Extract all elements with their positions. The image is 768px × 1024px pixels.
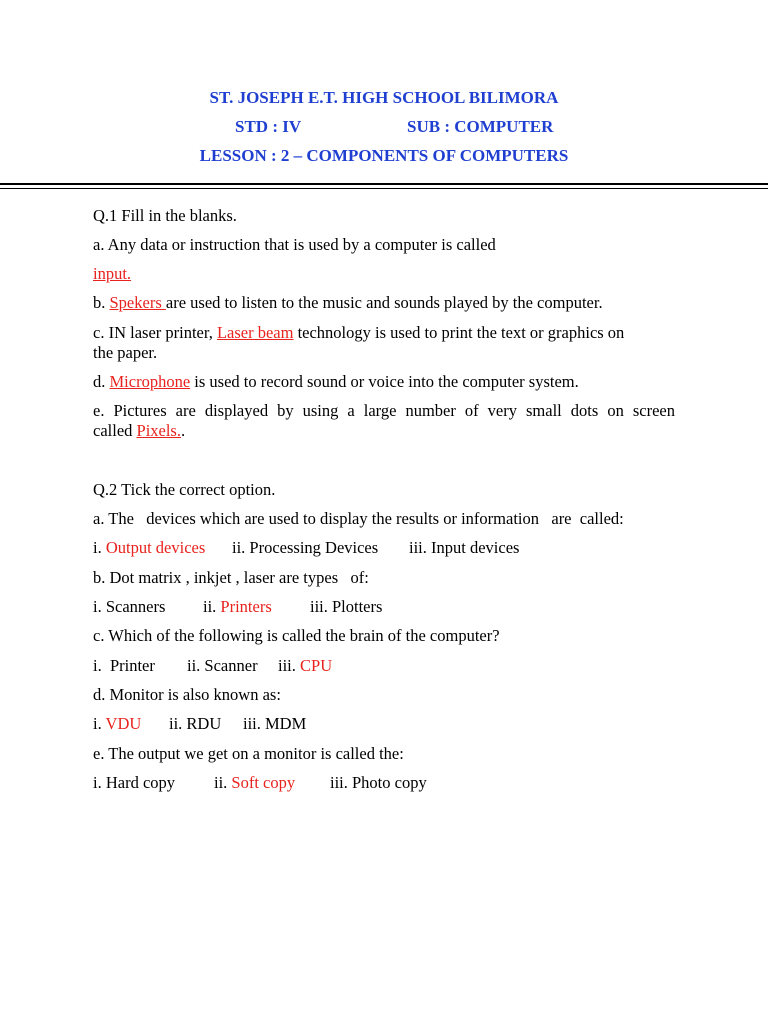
- q1-title: Q.1 Fill in the blanks.: [93, 206, 237, 225]
- q2e-opt1[interactable]: i. Hard copy: [93, 773, 176, 792]
- q1e-line1: e. Pictures are displayed by using a large number of very small dots on screen: [93, 401, 675, 420]
- q1b-line: [93, 292, 675, 313]
- q2d-options: [93, 713, 675, 734]
- q2-title: Q.2 Tick the correct option.: [93, 480, 276, 499]
- q2c-options: [93, 655, 675, 676]
- q1a-question: a. Any data or instruction that is used by a computer is called: [93, 235, 496, 254]
- q1c-rest1: technology is used to print the text or graphics on: [293, 323, 625, 342]
- q2e-opt3[interactable]: iii. Photo copy: [330, 773, 427, 792]
- q2c-opt1[interactable]: i. Printer: [93, 656, 155, 675]
- q2a-opt1-text: Output devices: [105, 538, 206, 557]
- q2c-opt3-text: CPU: [300, 656, 333, 675]
- q2a-opt1[interactable]: [93, 538, 205, 557]
- q1b-prefix: b.: [93, 293, 110, 312]
- q2d-opt1-num: i.: [93, 714, 106, 733]
- q2d-opt3[interactable]: iii. MDM: [243, 714, 307, 733]
- school-name: ST. JOSEPH E.T. HIGH SCHOOL BILIMORA: [209, 88, 559, 107]
- q1d-answer: Microphone: [109, 372, 191, 391]
- q1c-line2: the paper.: [93, 343, 158, 362]
- q2e-opt2[interactable]: [214, 772, 295, 793]
- q2a-options: [93, 537, 675, 558]
- q2b-opt3[interactable]: iii. Plotters: [310, 597, 383, 616]
- sub-label: SUB : COMPUTER: [407, 117, 554, 136]
- q2b-opt1[interactable]: i. Scanners: [93, 597, 166, 616]
- q2e-options: [93, 772, 675, 793]
- q2b-opt2-num: ii.: [203, 597, 221, 616]
- q1e-prefix: called: [93, 421, 137, 440]
- q2a-opt2[interactable]: ii. Processing Devices: [232, 538, 379, 557]
- q1c-prefix: c. IN laser printer,: [93, 323, 217, 342]
- q1d-line: [93, 371, 675, 392]
- q2b-opt2-text: Printers: [220, 597, 272, 616]
- q1c-line: [93, 322, 675, 343]
- q2a-opt1-num: i.: [93, 538, 106, 557]
- q1e-answer: Pixels.: [136, 421, 181, 440]
- lesson-title: LESSON : 2 – COMPONENTS OF COMPUTERS: [199, 146, 569, 165]
- q2e-opt2-text: Soft copy: [231, 773, 296, 792]
- q1d-prefix: d.: [93, 372, 110, 391]
- q1c-answer: Laser beam: [216, 323, 294, 342]
- q2d-opt1-text: VDU: [105, 714, 142, 733]
- q2b-opt2[interactable]: [203, 596, 272, 617]
- q2b-options: [93, 596, 675, 617]
- q2c-opt3-num: iii.: [278, 656, 301, 675]
- header-rule-top: [0, 183, 768, 185]
- q2b-question: b. Dot matrix , inkjet , laser are types of:: [93, 568, 369, 587]
- q2c-question: c. Which of the following is called the brain of the computer?: [93, 626, 500, 645]
- header-rule-bottom: [0, 188, 768, 189]
- q2d-question: d. Monitor is also known as:: [93, 685, 281, 704]
- q2a-question: a. The devices which are used to display the results or information are called:: [93, 509, 624, 528]
- q1e-line2: [93, 420, 675, 441]
- q2c-opt3[interactable]: [278, 655, 332, 676]
- q1b-answer: Spekers: [109, 293, 166, 312]
- q2d-opt1[interactable]: [93, 714, 141, 733]
- q2a-opt3[interactable]: iii. Input devices: [409, 538, 520, 557]
- q2c-opt2[interactable]: ii. Scanner: [187, 656, 258, 675]
- q1a-answer: [93, 263, 675, 284]
- q2e-question: e. The output we get on a monitor is called the:: [93, 744, 404, 763]
- q1b-rest: are used to listen to the music and sounds played by the computer.: [165, 293, 603, 312]
- std-label: STD : IV: [235, 117, 302, 136]
- q2e-opt2-num: ii.: [214, 773, 232, 792]
- q2d-opt2[interactable]: ii. RDU: [169, 714, 222, 733]
- q1d-rest: is used to record sound or voice into the computer system.: [190, 372, 579, 391]
- q1a-answer-text: input.: [93, 264, 132, 283]
- q1e-suffix: .: [180, 421, 186, 440]
